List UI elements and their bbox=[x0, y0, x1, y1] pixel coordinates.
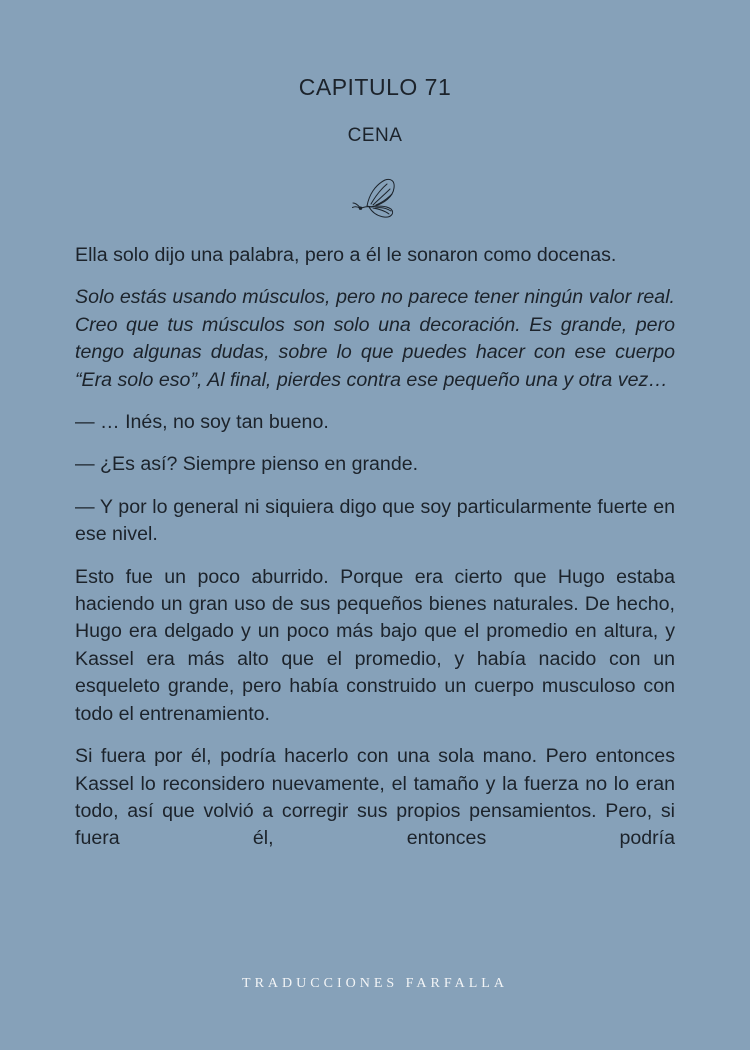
paragraph: Ella solo dijo una palabra, pero a él le sonaron como docenas. bbox=[75, 244, 617, 266]
dialogue-line: — Y por lo general ni siquiera digo que soy particularmente fuerte en ese nivel. bbox=[75, 495, 675, 546]
chapter-title: CAPITULO 71 bbox=[298, 74, 452, 100]
paragraph-italic: Solo estás usando músculos, pero no parece tener ningún valor real. Creo que tus músculos son solo una decoración. Es grande, pero tengo algunas dudas, sobre lo que puedes hacer con ese cuerpo “Era solo eso”, Al final, pierdes contra ese pequeño una y otra vez… bbox=[75, 286, 675, 391]
dialogue-line: — ¿Es así? Siempre pienso en grande. bbox=[75, 453, 419, 476]
paragraph: Si fuera por él, podría hacerlo con una sola mano. Pero entonces Kassel lo reconsidero nuevamente, el tamaño y la fuerza no lo eran todo, así que volvió a corregir sus propios pensamientos. Pero, si fuera él, entonces podría bbox=[75, 745, 675, 850]
butterfly-icon bbox=[351, 177, 397, 219]
dialogue-line: — … Inés, no soy tan bueno. bbox=[75, 411, 329, 434]
chapter-subtitle: CENA bbox=[347, 125, 403, 146]
footer-credit: TRADUCCIONES FARFALLA bbox=[242, 976, 508, 991]
body-text bbox=[75, 242, 675, 868]
paragraph: Esto fue un poco aburrido. Porque era cierto que Hugo estaba haciendo un gran uso de sus pequeños bienes naturales. De hecho, Hugo era delgado y un poco más bajo que el promedio en altura, y Kassel era más alto que el promedio, y había nacido con un esqueleto grande, pero había construido un cuerpo musculoso con todo el entrenamiento. bbox=[75, 565, 675, 725]
